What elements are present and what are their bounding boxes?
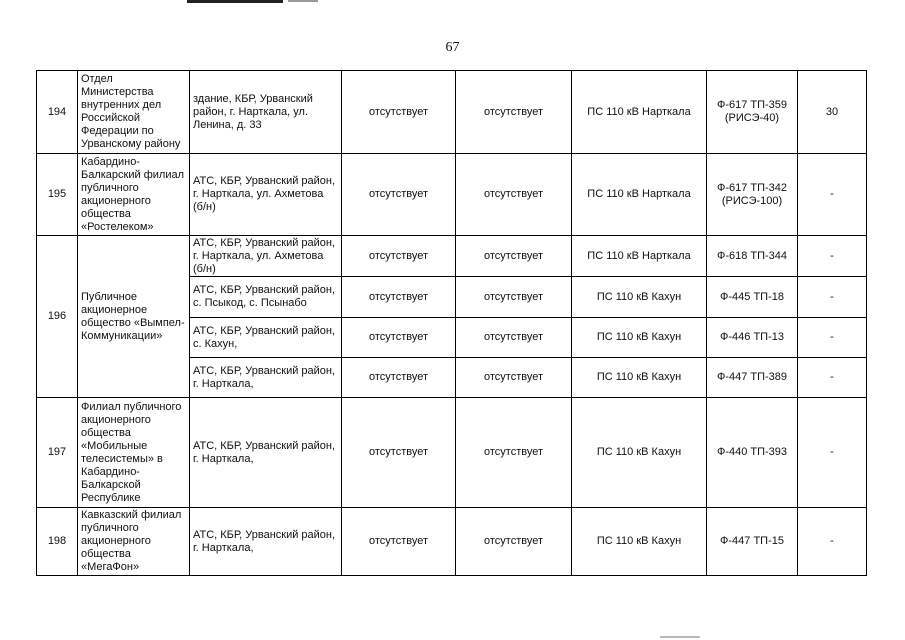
status-cell: отсутствует bbox=[342, 277, 456, 318]
status-cell: отсутствует bbox=[342, 71, 456, 154]
table-row bbox=[37, 71, 867, 154]
status-cell: отсутствует bbox=[342, 318, 456, 358]
table-row bbox=[37, 154, 867, 236]
record-number: 196 bbox=[37, 236, 78, 398]
object-address: здание, КБР, Урванский район, г. Нарткала, ул. Ленина, д. 33 bbox=[190, 71, 342, 154]
substation-name: ПС 110 кВ Кахун bbox=[572, 398, 707, 508]
status-cell: отсутствует bbox=[456, 318, 572, 358]
record-number: 198 bbox=[37, 508, 78, 576]
substation-name: ПС 110 кВ Нарткала bbox=[572, 154, 707, 236]
record-number: 197 bbox=[37, 398, 78, 508]
record-number: 195 bbox=[37, 154, 78, 236]
scan-edge-mark-tail bbox=[288, 0, 318, 2]
status-cell: отсутствует bbox=[456, 154, 572, 236]
substation-name: ПС 110 кВ Кахун bbox=[572, 358, 707, 398]
power-value: - bbox=[798, 318, 867, 358]
organization-name: Публичное акционерное общество «Вымпел-Коммуникации» bbox=[78, 236, 190, 398]
power-value: - bbox=[798, 154, 867, 236]
feeder-line: Ф-618 ТП-344 bbox=[707, 236, 798, 277]
status-cell: отсутствует bbox=[456, 508, 572, 576]
organization-name: Кабардино-Балкарский филиал публичного акционерного общества «Ростелеком» bbox=[78, 154, 190, 236]
status-cell: отсутствует bbox=[342, 358, 456, 398]
table-row bbox=[37, 508, 867, 576]
object-address: АТС, КБР, Урванский район, г. Нарткала, ул. Ахметова (б/н) bbox=[190, 236, 342, 277]
status-cell: отсутствует bbox=[456, 358, 572, 398]
object-address: АТС, КБР, Урванский район, с. Псыкод, с. Псынабо bbox=[190, 277, 342, 318]
organization-name: Кавказский филиал публичного акционерного общества «МегаФон» bbox=[78, 508, 190, 576]
records-body bbox=[37, 71, 867, 576]
object-address: АТС, КБР, Урванский район, г. Нарткала, ул. Ахметова (б/н) bbox=[190, 154, 342, 236]
status-cell: отсутствует bbox=[456, 277, 572, 318]
status-cell: отсутствует bbox=[342, 236, 456, 277]
table-row bbox=[37, 398, 867, 508]
status-cell: отсутствует bbox=[342, 154, 456, 236]
records-table bbox=[36, 70, 867, 576]
substation-name: ПС 110 кВ Нарткала bbox=[572, 236, 707, 277]
substation-name: ПС 110 кВ Кахун bbox=[572, 508, 707, 576]
power-value: - bbox=[798, 398, 867, 508]
page-number: 67 bbox=[445, 40, 460, 55]
feeder-line: Ф-446 ТП-13 bbox=[707, 318, 798, 358]
object-address: АТС, КБР, Урванский район, с. Кахун, bbox=[190, 318, 342, 358]
feeder-line: Ф-447 ТП-15 bbox=[707, 508, 798, 576]
power-value: - bbox=[798, 358, 867, 398]
table-row bbox=[37, 236, 867, 277]
status-cell: отсутствует bbox=[456, 398, 572, 508]
power-value: - bbox=[798, 508, 867, 576]
substation-name: ПС 110 кВ Нарткала bbox=[572, 71, 707, 154]
object-address: АТС, КБР, Урванский район, г. Нарткала, bbox=[190, 508, 342, 576]
organization-name: Филиал публичного акционерного общества «Мобильные телесистемы» в Кабардино-Балкарской Республике bbox=[78, 398, 190, 508]
scan-bottom-mark bbox=[660, 636, 700, 638]
status-cell: отсутствует bbox=[342, 508, 456, 576]
status-cell: отсутствует bbox=[342, 398, 456, 508]
feeder-line: Ф-617 ТП-359 (РИСЭ-40) bbox=[707, 71, 798, 154]
substation-name: ПС 110 кВ Кахун bbox=[572, 318, 707, 358]
object-address: АТС, КБР, Урванский район, г. Нарткала, bbox=[190, 398, 342, 508]
feeder-line: Ф-445 ТП-18 bbox=[707, 277, 798, 318]
object-address: АТС, КБР, Урванский район, г. Нарткала, bbox=[190, 358, 342, 398]
status-cell: отсутствует bbox=[456, 71, 572, 154]
power-value: 30 bbox=[798, 71, 867, 154]
feeder-line: Ф-617 ТП-342 (РИСЭ-100) bbox=[707, 154, 798, 236]
feeder-line: Ф-447 ТП-389 bbox=[707, 358, 798, 398]
status-cell: отсутствует bbox=[456, 236, 572, 277]
scan-edge-mark bbox=[187, 0, 283, 3]
power-value: - bbox=[798, 236, 867, 277]
record-number: 194 bbox=[37, 71, 78, 154]
substation-name: ПС 110 кВ Кахун bbox=[572, 277, 707, 318]
organization-name: Отдел Министерства внутренних дел Российской Федерации по Урванскому району bbox=[78, 71, 190, 154]
feeder-line: Ф-440 ТП-393 bbox=[707, 398, 798, 508]
power-value: - bbox=[798, 277, 867, 318]
